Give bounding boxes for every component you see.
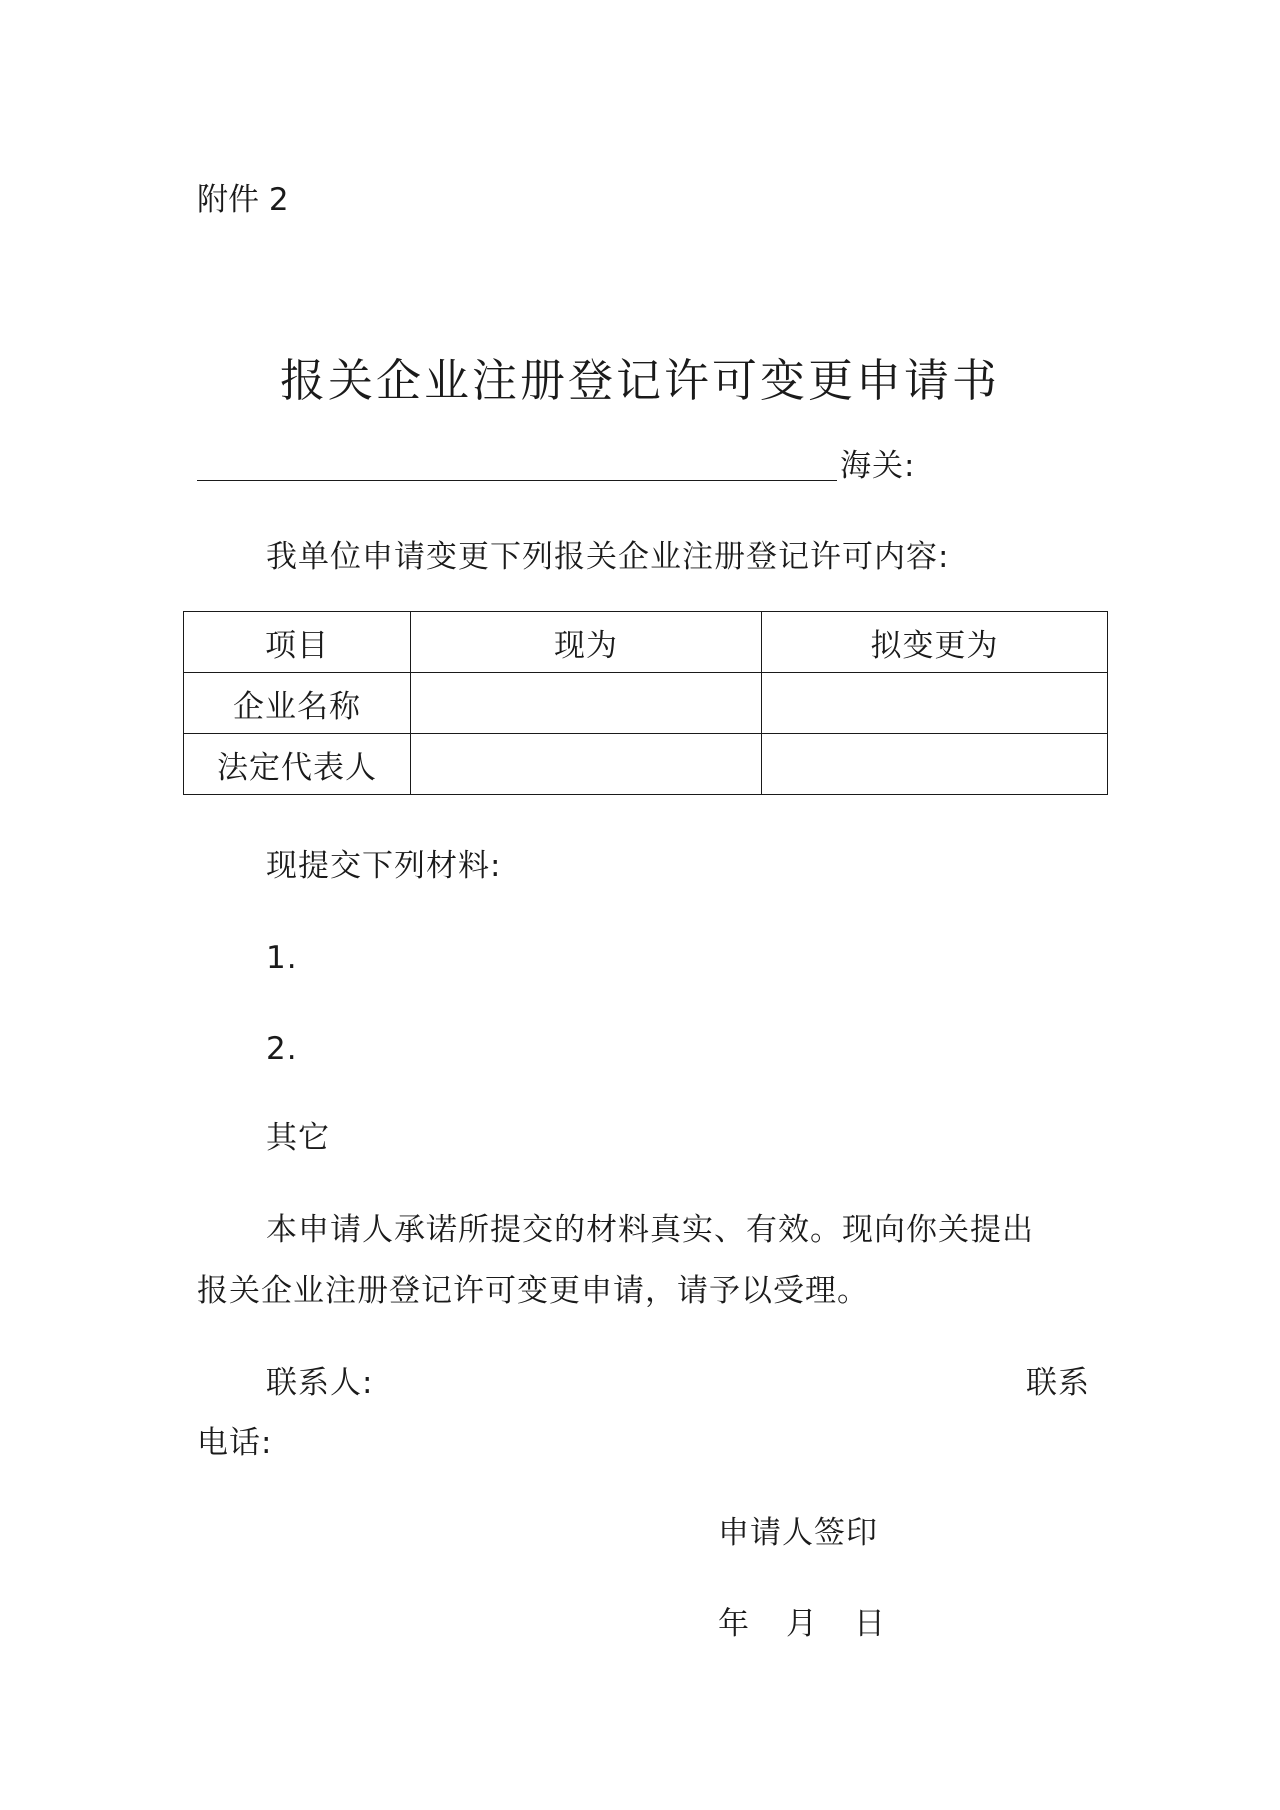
change-items-table — [183, 611, 1108, 795]
legal-representative-proposed-cell[interactable] — [762, 734, 1108, 795]
date-year-label: 年 — [718, 1606, 750, 1642]
date-day-label: 日 — [854, 1606, 886, 1642]
material-item-2: 2. — [266, 1031, 298, 1067]
table-row — [184, 734, 1108, 795]
pledge-text-line-2: 报关企业注册登记许可变更申请，请予以受理。 — [197, 1273, 869, 1309]
pledge-text-line-1: 本申请人承诺所提交的材料真实、有效。现向你关提出 — [266, 1212, 1034, 1248]
attachment-label: 附件 2 — [197, 182, 289, 218]
company-name-proposed-cell[interactable] — [762, 673, 1108, 734]
company-name-current-cell[interactable] — [411, 673, 762, 734]
customs-name-blank-line[interactable] — [197, 480, 837, 481]
contact-person-label: 联系人: — [266, 1365, 374, 1401]
intro-text: 我单位申请变更下列报关企业注册登记许可内容: — [266, 539, 950, 575]
contact-phone-label-part1: 联系 — [1026, 1365, 1090, 1401]
applicant-signature-label: 申请人签印 — [718, 1515, 878, 1551]
table-header-row — [184, 612, 1108, 673]
document-title: 报关企业注册登记许可变更申请书 — [279, 354, 1000, 407]
other-materials-label: 其它 — [266, 1120, 330, 1156]
header-current: 现为 — [411, 612, 762, 673]
row-label-company-name: 企业名称 — [184, 673, 411, 734]
contact-phone-label-part2: 电话: — [197, 1425, 273, 1461]
material-item-1: 1. — [266, 940, 298, 976]
date-line — [718, 1604, 886, 1644]
header-item: 项目 — [184, 612, 411, 673]
header-proposed: 拟变更为 — [762, 612, 1108, 673]
customs-label: 海关: — [840, 448, 916, 484]
materials-heading: 现提交下列材料: — [266, 848, 502, 884]
date-month-label: 月 — [786, 1606, 818, 1642]
table-row — [184, 673, 1108, 734]
legal-representative-current-cell[interactable] — [411, 734, 762, 795]
row-label-legal-representative: 法定代表人 — [184, 734, 411, 795]
